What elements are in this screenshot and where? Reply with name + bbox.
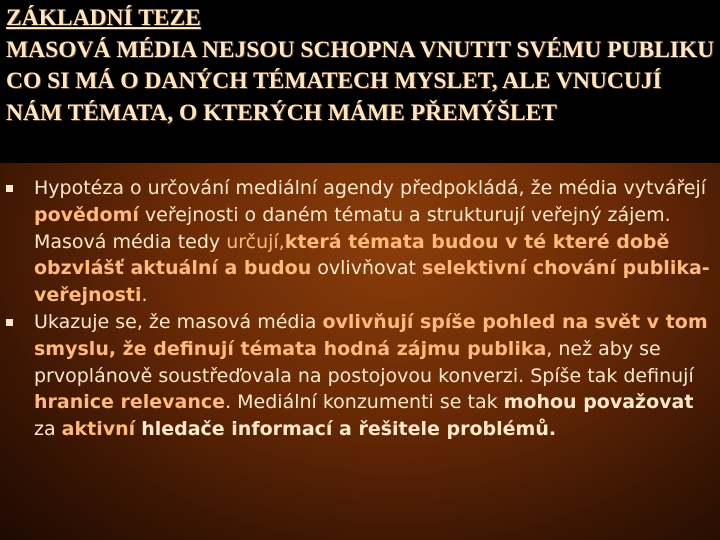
bullet-2-part: . Mediální konzumenti se tak [225,391,504,414]
bullet-1-part: . [141,284,148,307]
bullet-2-emphasis: aktivní [61,418,136,441]
bullet-2-part: , než aby se prvoplánově soustřeďovala na postojovou konverzi. Spíše tak definují [34,337,694,387]
bullet-2-emphasis: ovlivňují spíše pohled na [322,310,589,333]
bullet-2-emphasis: hranice relevance [34,391,226,414]
bullet-2-text [34,311,708,440]
square-bullet-icon [6,185,13,192]
bullet-1-emphasis: selektivní chování publika-veřejnosti [34,257,710,307]
bullet-2-emphasis: svět v tom smyslu, že definují témata hodná zájmu publika [34,310,708,360]
bullet-1-emphasis: která témata budou v té které době obzvlášť aktuální a budou [34,230,670,280]
bullet-1-part: Hypotéza o určování mediální agendy předpokládá, že média vytvářejí [34,177,707,199]
bullet-1-part: veřejnosti o daném tématu a strukturují veřejný zájem. Masová média tedy [34,203,671,253]
bullet-2-part: za [34,418,62,441]
bullet-1-emphasis: povědomí [34,203,139,226]
title-subtitle: MASOVÁ MÉDIA NEJSOU SCHOPNA VNUTIT SVÉMU PUBLIKU CO SI MÁ O DANÝCH TÉMATECH MYSLET, ALE VNUCUJÍ NÁM TÉMATA, O KTERÝCH MÁME PŘEMÝŠLET [6,36,715,126]
bullet-item-1 [0,175,720,309]
bullet-2-emphasis: hledače informací a řešitele problémů. [141,418,557,441]
bullet-1-part: ovlivňovat [311,257,423,280]
bullet-item-2 [0,309,720,443]
bullet-2-emphasis: mohou považovat [503,391,694,414]
bullet-1-emphasis: určují, [226,230,285,253]
bullet-2-part: Ukazuje se, že masová média [34,310,323,333]
slide-title [6,3,716,129]
bullet-list [0,175,720,443]
square-bullet-icon [6,319,13,326]
bullet-1-text [34,177,710,306]
title-heading: ZÁKLADNÍ TEZE [6,5,201,31]
